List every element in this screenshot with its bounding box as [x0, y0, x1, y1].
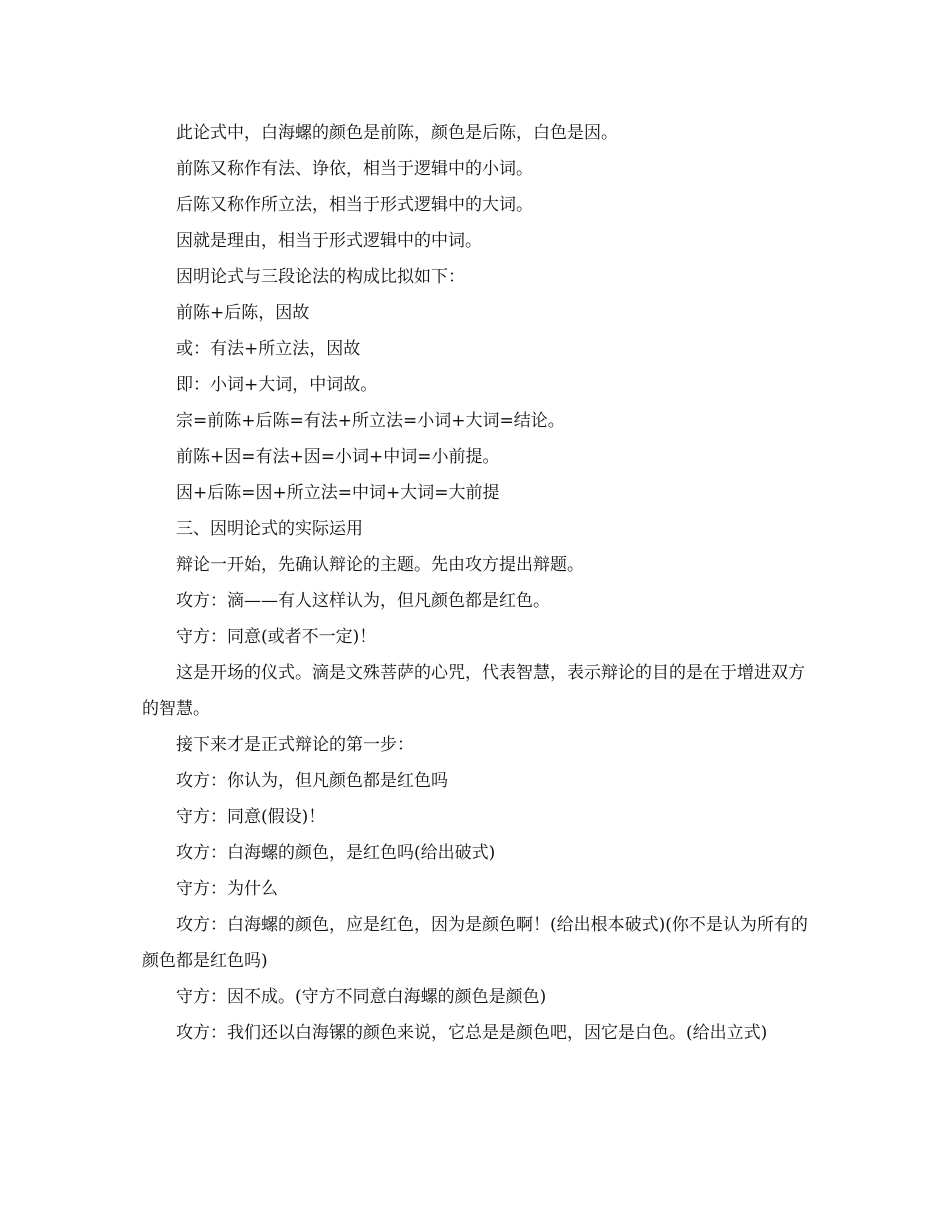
paragraph: 宗=前陈+后陈=有法+所立法=小词+大词=结论。 [176, 411, 565, 431]
paragraph: 前陈又称作有法、诤依，相当于逻辑中的小词。 [176, 159, 533, 179]
paragraph: 辩论一开始，先确认辩论的主题。先由攻方提出辩题。 [176, 555, 584, 575]
section-heading: 三、因明论式的实际运用 [176, 519, 363, 539]
paragraph: 后陈又称作所立法，相当于形式逻辑中的大词。 [176, 195, 533, 215]
paragraph: 攻方：白海螺的颜色，是红色吗(给出破式) [176, 843, 496, 863]
paragraph: 守方：同意(或者不一定)！ [176, 627, 377, 647]
paragraph: 守方：因不成。(守方不同意白海螺的颜色是颜色) [176, 987, 547, 1007]
paragraph: 这是开场的仪式。滴是文殊菩萨的心咒，代表智慧，表示辩论的目的是在于增进双方的智慧。 [142, 663, 805, 719]
paragraph: 即：小词+大词，中词故。 [176, 375, 378, 395]
paragraph: 守方：同意(假设)！ [176, 807, 326, 827]
paragraph: 因明论式与三段论法的构成比拟如下： [176, 267, 465, 287]
paragraph: 或：有法+所立法，因故 [176, 339, 361, 359]
paragraph: 前陈+因=有法+因=小词+中词=小前提。 [176, 447, 500, 467]
paragraph: 接下来才是正式辩论的第一步： [176, 735, 414, 755]
paragraph: 因就是理由，相当于形式逻辑中的中词。 [176, 231, 482, 251]
paragraph: 攻方：白海螺的颜色，应是红色，因为是颜色啊！(给出根本破式)(你不是认为所有的颜色都是红色吗) [142, 915, 808, 971]
document-body [142, 115, 812, 1051]
paragraph: 攻方：滴——有人这样认为，但凡颜色都是红色。 [176, 591, 550, 611]
paragraph: 因+后陈=因+所立法=中词+大词=大前提 [176, 483, 500, 503]
paragraph: 此论式中，白海螺的颜色是前陈，颜色是后陈，白色是因。 [176, 123, 618, 143]
paragraph: 前陈+后陈，因故 [176, 303, 310, 323]
paragraph: 攻方：我们还以白海镙的颜色来说，它总是是颜色吧，因它是白色。(给出立式) [176, 1023, 768, 1043]
paragraph: 攻方：你认为，但凡颜色都是红色吗 [176, 771, 448, 791]
paragraph: 守方：为什么 [176, 879, 278, 899]
